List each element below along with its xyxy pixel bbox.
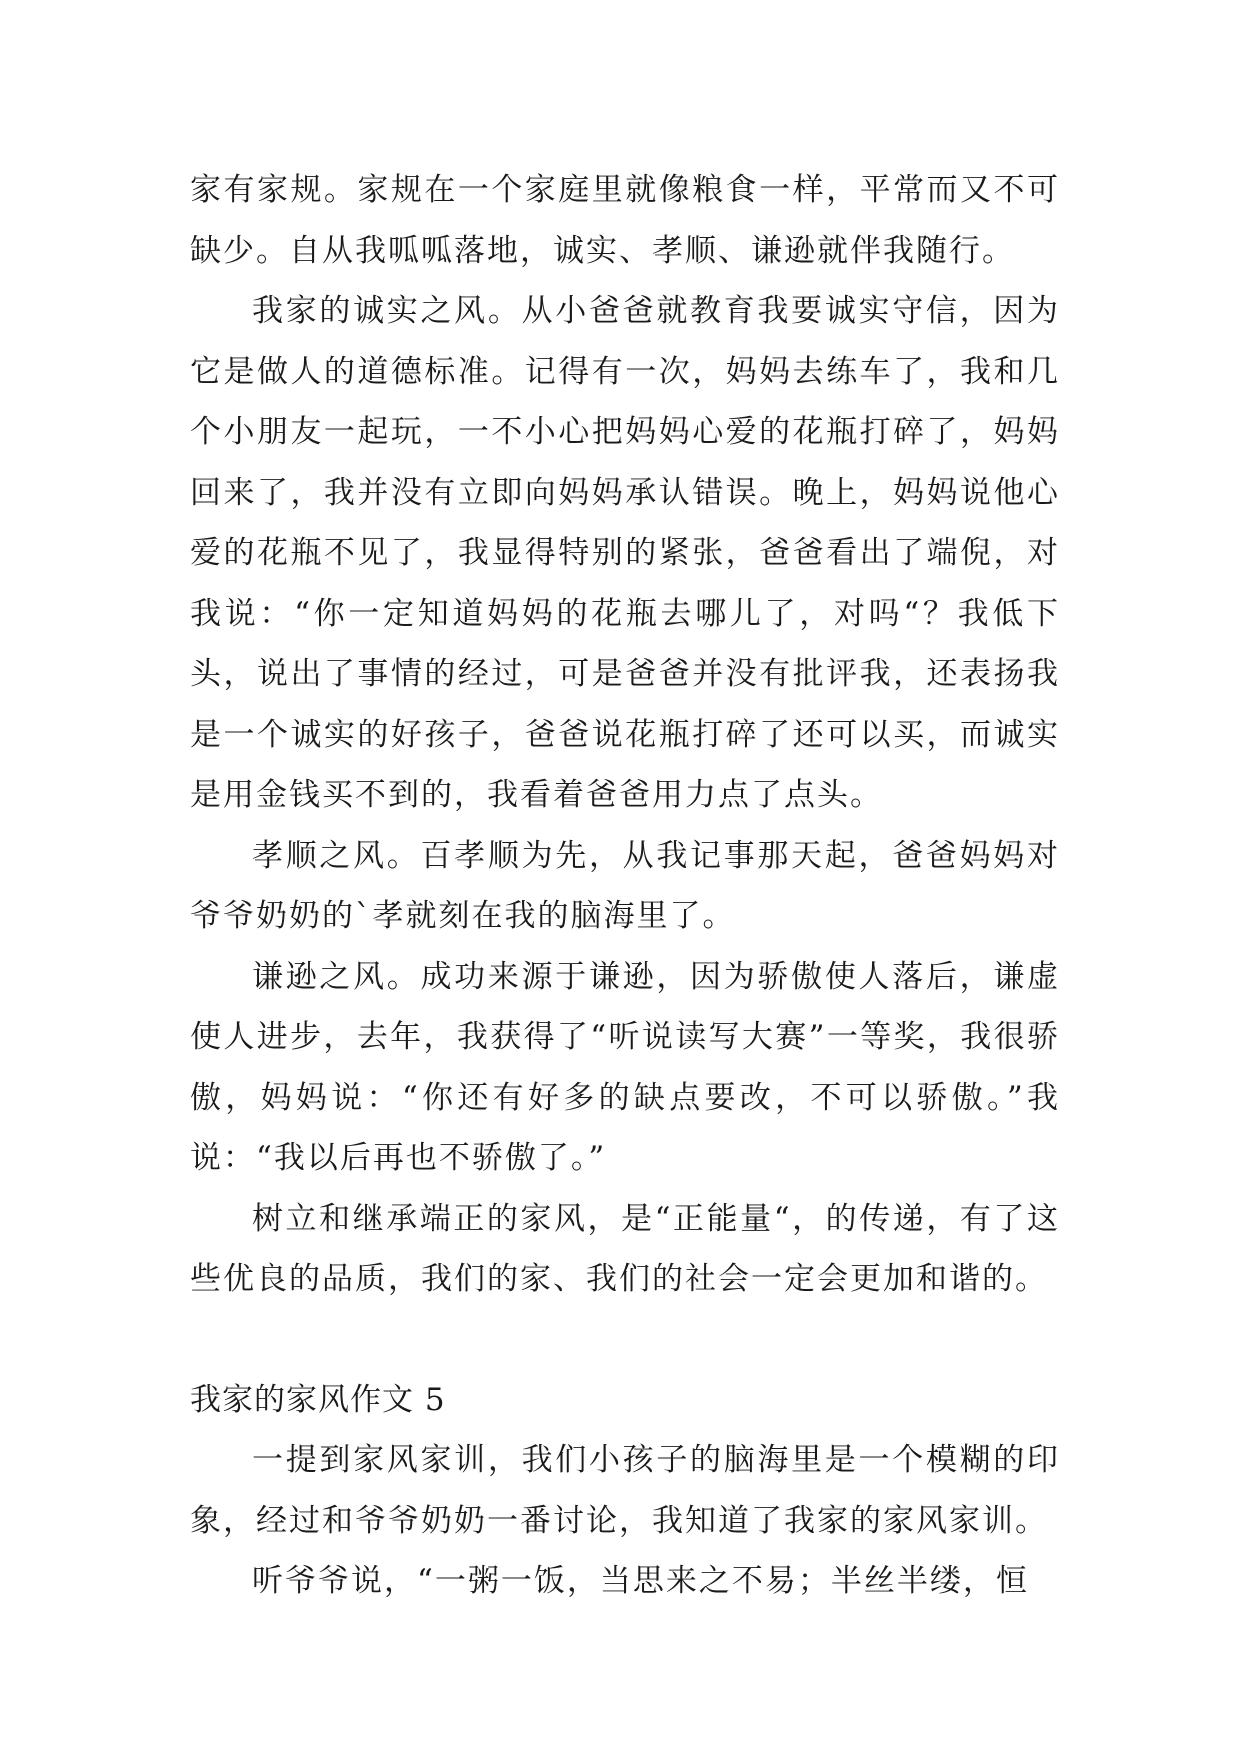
paragraph-modesty: 谦逊之风。成功来源于谦逊，因为骄傲使人落后，谦虚使人进步，去年，我获得了“听说读写大赛”一等奖，我很骄傲，妈妈说：“你还有好多的缺点要改，不可以骄傲。”我说：“我以后再也不骄傲了。”: [190, 958, 1060, 1176]
paragraph-essay5-grandpa: 听爷爷说，“一粥一饭，当思来之不易；半丝半缕，恒: [252, 1563, 1029, 1599]
document-body: [190, 160, 1060, 1612]
paragraph-essay5-intro: 一提到家风家训，我们小孩子的脑海里是一个模糊的印象，经过和爷爷奶奶一番讨论，我知道了我家的家风家训。: [190, 1442, 1060, 1539]
paragraph-honesty: 我家的诚实之风。从小爸爸就教育我要诚实守信，因为它是做人的道德标准。记得有一次，妈妈去练车了，我和几个小朋友一起玩，一不小心把妈妈心爱的花瓶打碎了，妈妈回来了，我并没有立即向妈妈承认错误。晚上，妈妈说他心爱的花瓶不见了，我显得特别的紧张，爸爸看出了端倪，对我说：“你一定知道妈妈的花瓶去哪儿了，对吗“？我低下头，说出了事情的经过，可是爸爸并没有批评我，还表扬我是一个诚实的好孩子，爸爸说花瓶打碎了还可以买，而诚实是用金钱买不到的，我看着爸爸用力点了点头。: [190, 293, 1060, 813]
paragraph-intro: 家有家规。家规在一个家庭里就像粮食一样，平常而又不可缺少。自从我呱呱落地，诚实、孝顺、谦逊就伴我随行。: [190, 172, 1060, 269]
paragraph-filial-piety: 孝顺之风。百孝顺为先，从我记事那天起，爸爸妈妈对爷爷奶奶的`孝就刻在我的脑海里了。: [190, 837, 1060, 934]
paragraph-conclusion: 树立和继承端正的家风，是“正能量“，的传递，有了这些优良的品质，我们的家、我们的社会一定会更加和谐的。: [190, 1200, 1060, 1297]
section-heading: 我家的家风作文 5: [190, 1381, 446, 1418]
